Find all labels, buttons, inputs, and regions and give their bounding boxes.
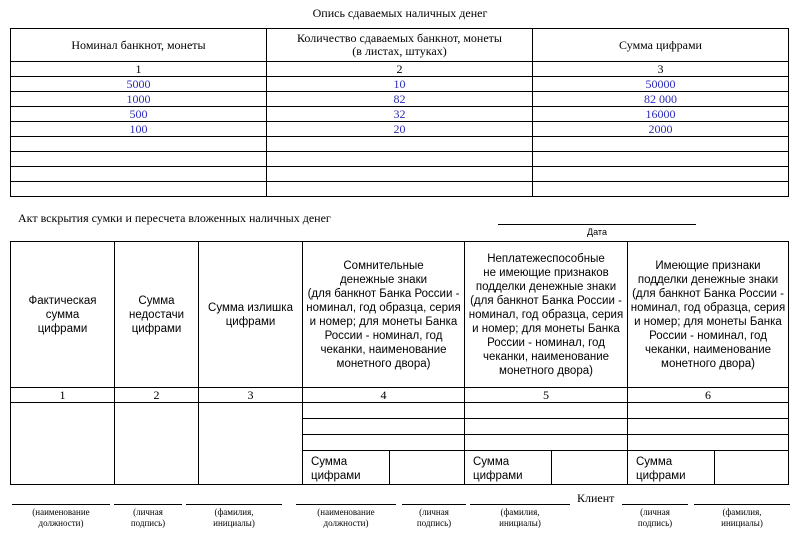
signature-caption [12, 507, 110, 529]
header-line: Имеющие признаки [655, 259, 761, 272]
header-line: Сумма излишка [208, 301, 293, 314]
empty-cell[interactable] [267, 137, 533, 152]
header-line: и номер; для монеты Банка [634, 315, 782, 328]
header-insolvent-notes [465, 242, 628, 388]
sum-label-line: Сумма [311, 456, 348, 468]
empty-cell[interactable] [533, 137, 789, 152]
empty-cell[interactable] [11, 152, 267, 167]
header-counterfeit-notes [628, 242, 789, 388]
act-data-row [11, 403, 789, 419]
caption-line: должности) [38, 518, 84, 528]
signature-caption [470, 507, 570, 529]
caption-line: подпись) [416, 518, 452, 528]
denomination-cell: 500 [11, 107, 267, 122]
signature-line[interactable] [402, 504, 466, 505]
col-number: 2 [115, 388, 199, 403]
actual-sum-cell[interactable] [11, 403, 115, 485]
caption-line: должности) [323, 518, 369, 528]
doubtful-entry-cell[interactable] [303, 435, 465, 451]
insolvent-sum-label [465, 451, 552, 485]
signature-caption [402, 507, 466, 529]
table-row [11, 107, 789, 122]
header-quantity [267, 29, 533, 62]
caption-line: (фамилия, [722, 507, 762, 517]
date-label: Дата [587, 227, 607, 237]
act-title: Акт вскрытия сумки и пересчета вложенных наличных денег [18, 211, 331, 225]
doubtful-sum-label [303, 451, 390, 485]
sum-label-line: Сумма [636, 456, 673, 468]
quantity-cell: 20 [267, 122, 533, 137]
header-doubtful-notes [303, 242, 465, 388]
header-line: Фактическая [28, 294, 97, 307]
header-line: и номер; для монеты Банка [472, 322, 620, 335]
header-line: цифрами [131, 322, 182, 335]
signature-line[interactable] [694, 504, 790, 505]
sum-label-line: цифрами [636, 470, 686, 482]
header-line: (для банкнот Банка России - [307, 287, 460, 300]
header-line: денежные знаки [339, 273, 428, 286]
doubtful-entry-cell[interactable] [303, 419, 465, 435]
sum-cell: 16000 [533, 107, 789, 122]
caption-line: подпись) [130, 518, 166, 528]
quantity-cell: 10 [267, 77, 533, 92]
counterfeit-entry-cell[interactable] [628, 419, 789, 435]
header-shortage-sum [115, 242, 199, 388]
caption-line: (личная [133, 507, 163, 517]
header-line: сумма [45, 308, 80, 321]
signature-caption [114, 507, 182, 529]
act-table [10, 241, 789, 485]
signature-line[interactable] [622, 504, 688, 505]
signature-caption [186, 507, 282, 529]
caption-line: инициалы) [499, 518, 541, 528]
table-header-row [11, 29, 789, 62]
header-line: Сомнительные [343, 259, 424, 272]
signature-line[interactable] [114, 504, 182, 505]
empty-cell[interactable] [267, 182, 533, 197]
signature-caption [694, 507, 790, 529]
column-number-row [11, 62, 789, 77]
signature-line[interactable] [186, 504, 282, 505]
empty-cell[interactable] [267, 167, 533, 182]
header-line: номинал, год образца, серия [306, 301, 461, 314]
col-number: 1 [11, 388, 115, 403]
sum-label-line: Сумма [473, 456, 510, 468]
empty-cell[interactable] [533, 152, 789, 167]
caption-line: инициалы) [721, 518, 763, 528]
empty-row [11, 137, 789, 152]
cash-list-title: Опись сдаваемых наличных денег [312, 6, 488, 20]
header-line: номинал, год образца, серия [630, 301, 786, 314]
col-number: 5 [465, 388, 628, 403]
header-line: цифрами [37, 322, 88, 335]
sum-cell: 50000 [533, 77, 789, 92]
signature-line[interactable] [296, 504, 396, 505]
header-actual-sum [11, 242, 115, 388]
caption-line: (наименование [32, 507, 90, 517]
sum-label-line: цифрами [311, 470, 361, 482]
header-denomination: Номинал банкнот, монеты [11, 29, 267, 62]
table-row [11, 77, 789, 92]
caption-line: (фамилия, [500, 507, 540, 517]
denomination-cell: 5000 [11, 77, 267, 92]
doubtful-sum-value[interactable] [390, 451, 465, 485]
table-row [11, 92, 789, 107]
signature-caption [296, 507, 396, 529]
header-line: монетного двора) [499, 364, 593, 377]
signature-line[interactable] [470, 504, 570, 505]
empty-cell[interactable] [267, 152, 533, 167]
signature-caption [622, 507, 688, 529]
col-number: 6 [628, 388, 789, 403]
header-line: недостачи [128, 308, 185, 321]
caption-line: (личная [640, 507, 670, 517]
act-header-row [11, 242, 789, 388]
header-line: монетного двора) [661, 357, 755, 370]
empty-cell[interactable] [533, 167, 789, 182]
quantity-cell: 82 [267, 92, 533, 107]
empty-cell[interactable] [533, 182, 789, 197]
sum-cell: 2000 [533, 122, 789, 137]
insolvent-sum-value[interactable] [552, 451, 628, 485]
surplus-sum-cell[interactable] [199, 403, 303, 485]
header-line: подделки денежные знаки [637, 273, 779, 286]
header-line: (для банкнот Банка России - [632, 287, 784, 300]
header-line: России - номинал, год [649, 329, 767, 342]
act-column-number-row [11, 388, 789, 403]
header-line: чеканки, наименование [644, 343, 772, 356]
header-line: Неплатежеспособные [487, 252, 605, 265]
header-line: чеканки, наименование [320, 343, 447, 356]
header-line: не имеющие признаков [483, 266, 609, 279]
insolvent-entry-cell[interactable] [465, 419, 628, 435]
header-line: России - номинал, год [487, 336, 605, 349]
empty-cell[interactable] [11, 167, 267, 182]
empty-row [11, 182, 789, 197]
sum-cell: 82 000 [533, 92, 789, 107]
caption-line: подпись) [637, 518, 673, 528]
header-quantity-line1: Количество сдаваемых банкнот, монеты [297, 31, 502, 45]
denomination-cell: 1000 [11, 92, 267, 107]
empty-row [11, 152, 789, 167]
sum-label-line: цифрами [473, 470, 523, 482]
header-quantity-line2: (в листах, штуках) [352, 44, 447, 58]
quantity-cell: 32 [267, 107, 533, 122]
counterfeit-entry-cell[interactable] [628, 403, 789, 419]
empty-row [11, 167, 789, 182]
caption-line: (наименование [317, 507, 375, 517]
counterfeit-entry-cell[interactable] [628, 435, 789, 451]
header-line: подделки денежные знаки [475, 280, 617, 293]
col-number: 3 [199, 388, 303, 403]
caption-line: (фамилия, [214, 507, 254, 517]
header-line: цифрами [225, 315, 276, 328]
signature-line[interactable] [12, 504, 110, 505]
col-number: 4 [303, 388, 465, 403]
header-line: и номер; для монеты Банка [309, 315, 458, 328]
col-number: 3 [533, 62, 789, 77]
date-line[interactable] [498, 224, 696, 225]
shortage-sum-cell[interactable] [115, 403, 199, 485]
header-line: номинал, год образца, серия [468, 308, 624, 321]
caption-line: (личная [419, 507, 449, 517]
client-label: Клиент [577, 491, 615, 505]
counterfeit-sum-label [628, 451, 715, 485]
header-line: России - номинал, год [324, 329, 443, 342]
counterfeit-sum-value[interactable] [715, 451, 789, 485]
insolvent-entry-cell[interactable] [465, 435, 628, 451]
header-sum: Сумма цифрами [533, 29, 789, 62]
col-number: 2 [267, 62, 533, 77]
header-line: Сумма [138, 294, 175, 307]
header-line: монетного двора) [336, 357, 431, 370]
caption-line: инициалы) [213, 518, 255, 528]
header-line: (для банкнот Банка России - [470, 294, 622, 307]
doubtful-entry-cell[interactable] [303, 403, 465, 419]
empty-cell[interactable] [11, 137, 267, 152]
denomination-cell: 100 [11, 122, 267, 137]
table-row [11, 122, 789, 137]
header-surplus-sum [199, 242, 303, 388]
col-number: 1 [11, 62, 267, 77]
header-line: чеканки, наименование [482, 350, 610, 363]
insolvent-entry-cell[interactable] [465, 403, 628, 419]
cash-list-table [10, 28, 789, 197]
empty-cell[interactable] [11, 182, 267, 197]
